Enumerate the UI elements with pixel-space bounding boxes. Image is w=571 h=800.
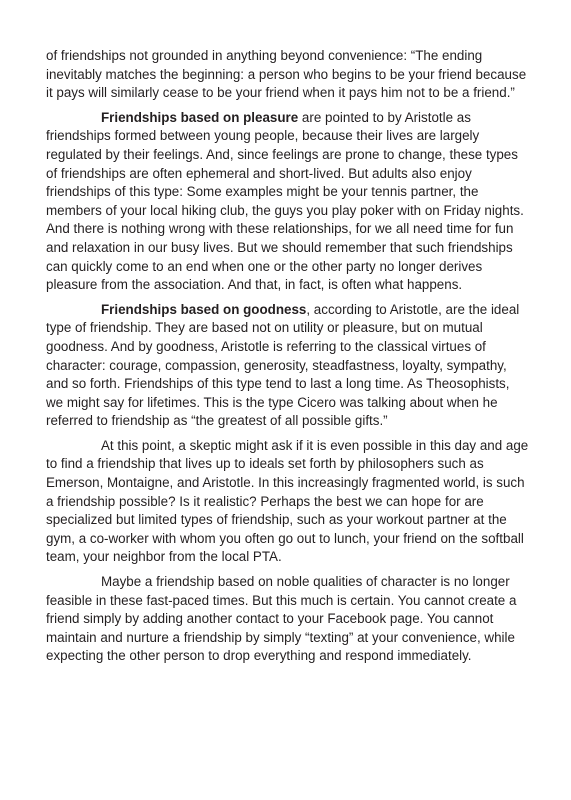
paragraph-5	[46, 573, 530, 666]
paragraph-1-text: of friendships not grounded in anything beyond convenience: “The ending inevitably matches the beginning: a person who begins to be your friend because it pays will similarly cease to be your friend when it pays him not to be a friend.”	[46, 48, 527, 101]
paragraph-2-text: are pointed to by Aristotle as friendships formed between young people, because their lives are largely regulated by their feelings. And, since feelings are prone to change, these types of friendships are often ephemeral and short-lived. But adults also enjoy friendships of this type: Some examples might be your tennis partner, the members of your local hiking club, the guys you play poker with on Friday nights. And there is nothing wrong with these relationships, for we all need time for fun and relaxation in our busy lives. But we should remember that such friendships can quickly come to an end when one or the other party no longer derives pleasure from the association. And that, in fact, is often what happens.	[46, 109, 524, 293]
paragraph-2	[46, 109, 530, 295]
paragraph-3-heading: Friendships based on goodness	[101, 301, 307, 317]
paragraph-4	[46, 437, 530, 567]
paragraph-1	[46, 47, 530, 103]
paragraph-3	[46, 301, 530, 431]
paragraph-3-text: , according to Aristotle, are the ideal type of friendship. They are based not on utility or pleasure, but on mutual goodness. And by goodness, Aristotle is referring to the classical virtues of character: courage, compassion, generosity, steadfastness, loyalty, sympathy, and so forth. Friendships of this type tend to last a long time. As Theosophists, we might say for lifetimes. This is the type Cicero was talking about when he referred to friendship as “the greatest of all possible gifts.”	[46, 301, 520, 429]
paragraph-4-text: At this point, a skeptic might ask if it is even possible in this day and age to find a friendship that lives up to ideals set forth by philosophers such as Emerson, Montaigne, and Aristotle. In this increasingly fragmented world, is such a friendship possible? Is it realistic? Perhaps the best we can hope for are specialized but limited types of friendship, such as your workout partner at the gym, a co-worker with whom you often go out to lunch, your friend on the softball team, your neighbor from the local PTA.	[46, 437, 529, 565]
paragraph-2-heading: Friendships based on pleasure	[101, 109, 299, 125]
document-page	[46, 47, 530, 672]
paragraph-5-text: Maybe a friendship based on noble qualities of character is no longer feasible in these fast-paced times. But this much is certain. You cannot create a friend simply by adding another contact to your Facebook page. You cannot maintain and nurture a friendship by simply “texting” at your convenience, while expecting the other person to drop everything and respond immediately.	[46, 574, 517, 664]
